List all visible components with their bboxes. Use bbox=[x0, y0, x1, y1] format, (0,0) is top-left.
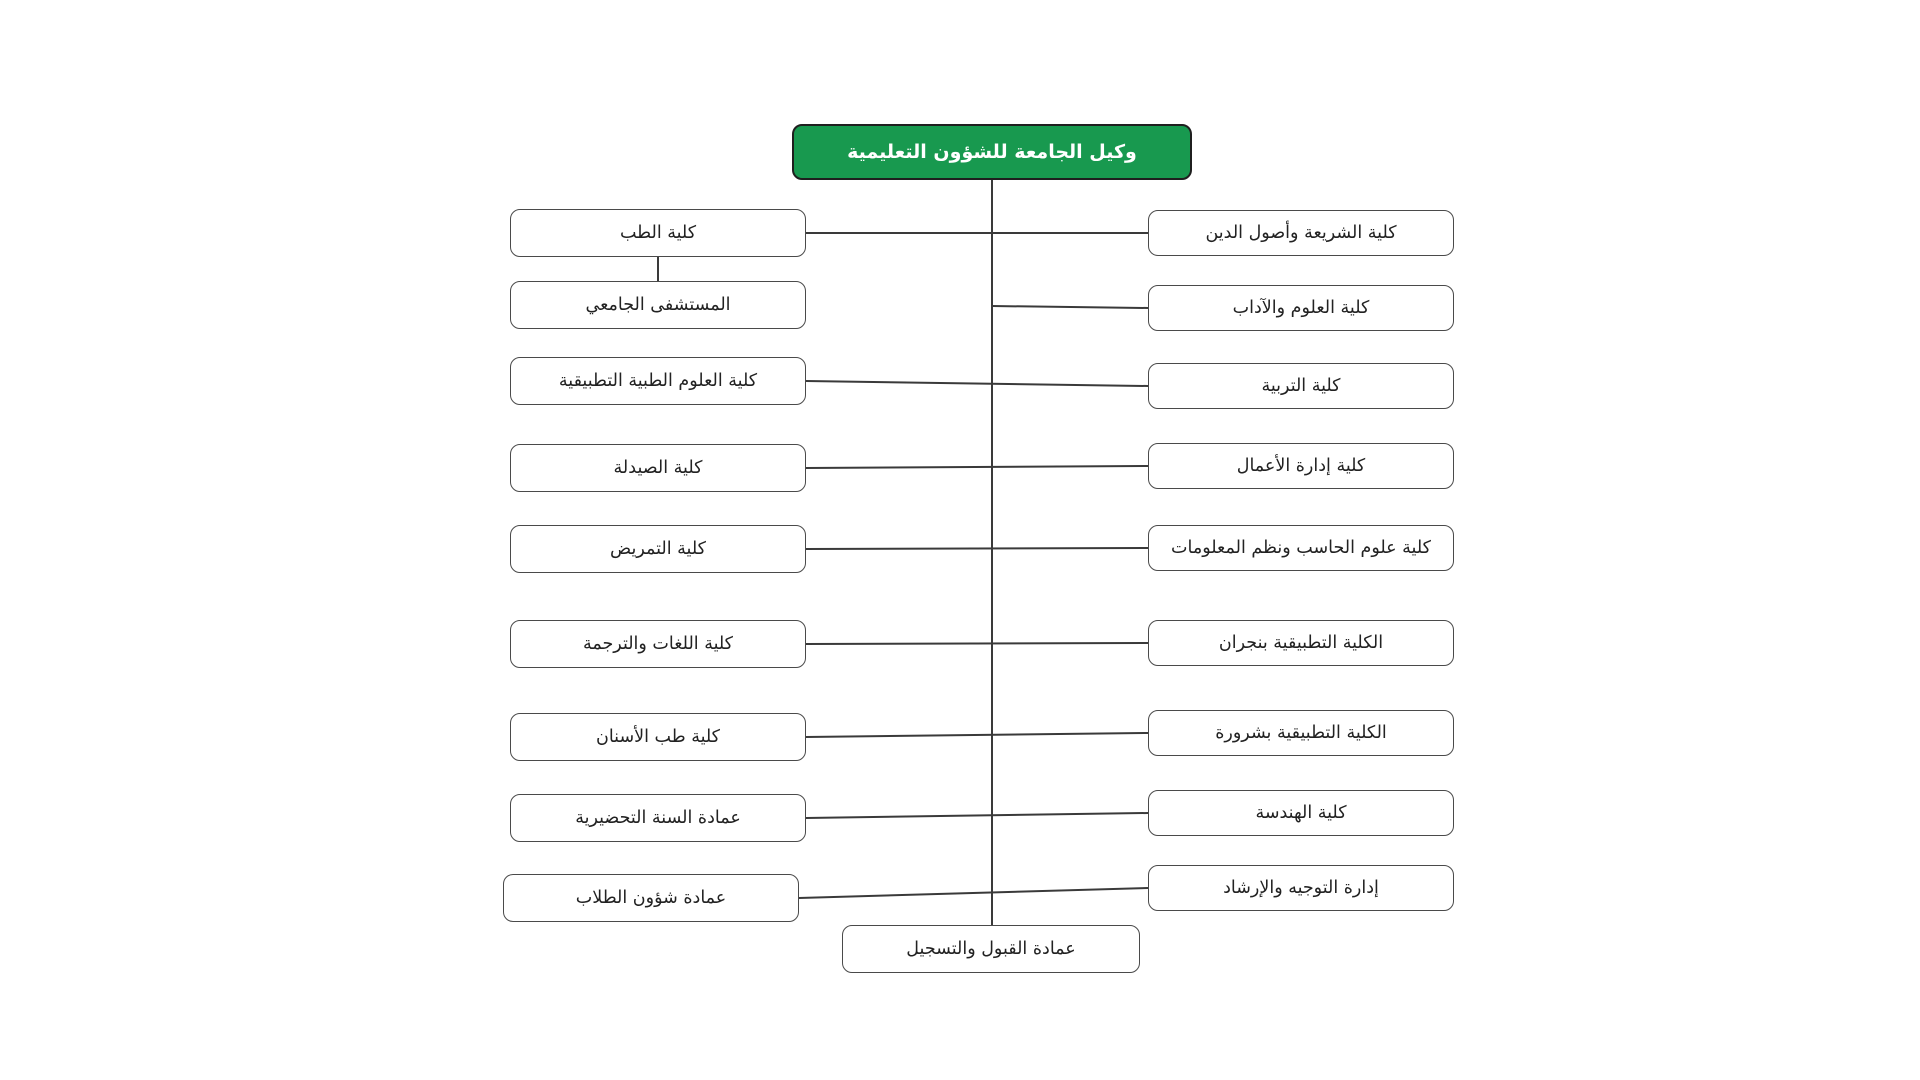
connector-row-3 bbox=[806, 381, 1148, 386]
node-university-hospital: المستشفى الجامعي bbox=[510, 281, 806, 329]
connector-row-2-right bbox=[992, 306, 1148, 308]
node-computer-science-information-systems: كلية علوم الحاسب ونظم المعلومات bbox=[1148, 525, 1454, 571]
node-student-affairs-deanship: عمادة شؤون الطلاب bbox=[503, 874, 799, 922]
node-applied-college-najran: الكلية التطبيقية بنجران bbox=[1148, 620, 1454, 666]
node-sharia-religion-fundamentals: كلية الشريعة وأصول الدين bbox=[1148, 210, 1454, 256]
node-college-of-medicine: كلية الطب bbox=[510, 209, 806, 257]
node-nursing: كلية التمريض bbox=[510, 525, 806, 573]
node-sciences-arts: كلية العلوم والآداب bbox=[1148, 285, 1454, 331]
connector-row-5 bbox=[806, 548, 1148, 549]
connector-row-6 bbox=[806, 643, 1148, 644]
node-applied-medical-sciences: كلية العلوم الطبية التطبيقية bbox=[510, 357, 806, 405]
node-guidance-counseling: إدارة التوجيه والإرشاد bbox=[1148, 865, 1454, 911]
node-education: كلية التربية bbox=[1148, 363, 1454, 409]
connector-row-9 bbox=[799, 888, 1148, 898]
node-business-administration: كلية إدارة الأعمال bbox=[1148, 443, 1454, 489]
connector-row-7 bbox=[806, 733, 1148, 737]
node-pharmacy: كلية الصيدلة bbox=[510, 444, 806, 492]
node-admission-registration-deanship: عمادة القبول والتسجيل bbox=[842, 925, 1140, 973]
connector-row-4 bbox=[806, 466, 1148, 468]
node-applied-college-sharurah: الكلية التطبيقية بشرورة bbox=[1148, 710, 1454, 756]
node-dentistry: كلية طب الأسنان bbox=[510, 713, 806, 761]
node-preparatory-year-deanship: عمادة السنة التحضيرية bbox=[510, 794, 806, 842]
node-engineering: كلية الهندسة bbox=[1148, 790, 1454, 836]
node-languages-translation: كلية اللغات والترجمة bbox=[510, 620, 806, 668]
node-vice-rector-educational-affairs: وكيل الجامعة للشؤون التعليمية bbox=[792, 124, 1192, 180]
connector-row-8 bbox=[806, 813, 1148, 818]
